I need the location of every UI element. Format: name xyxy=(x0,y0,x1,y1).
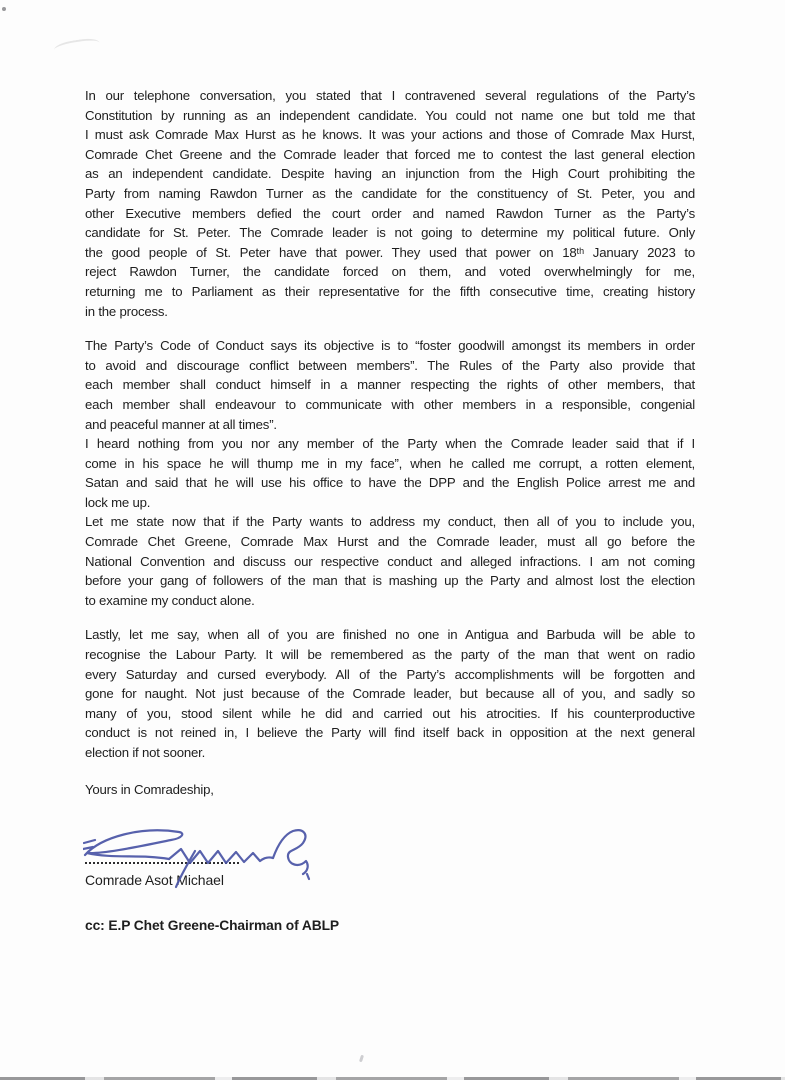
letter-line: each member shall endeavour to communicate with other members in a responsible, congenial xyxy=(85,396,695,412)
letter-paragraph xyxy=(85,512,695,610)
letter-line: I must ask Comrade Max Hurst as he knows. It was your actions and those of Comrade Max Hurst, xyxy=(85,127,695,143)
letter-line: to examine my conduct alone. xyxy=(85,592,255,608)
letter-line: returning me to Parliament as their representative for the fifth consecutive time, creating history xyxy=(85,283,695,299)
signature-scribble-icon xyxy=(83,821,323,893)
letter-line: Comrade Chet Greene and the Comrade leader that forced me to contest the last general election xyxy=(85,146,695,162)
letter-line: Let me state now that if the Party wants to address my conduct, then all of you to include you, xyxy=(85,514,695,530)
letter-line: the good people of St. Peter have that power. They used that power on 18ᵗʰ January 2023 to xyxy=(85,244,695,260)
letter-line: every Saturday and cursed everybody. All of the Party’s accomplishments will be forgotten and xyxy=(85,666,695,682)
letter-line: and peaceful manner at all times”. xyxy=(85,416,277,432)
letter-line: conduct is not reined in, I believe the Party will find itself back in opposition at the next general xyxy=(85,725,695,741)
letter-line: Constitution by running as an independent candidate. You could not name one but told me that xyxy=(85,107,695,123)
letter-line: gone for naught. Not just because of the Comrade leader, but because all of you, and sadly so xyxy=(85,686,695,702)
letter-line: Satan and said that he will use his office to have the DPP and the English Police arrest me and xyxy=(85,475,695,491)
letter-line: other Executive members defied the court order and named Rawdon Turner as the Party’s xyxy=(85,205,695,221)
letter-line: Party from naming Rawdon Turner as the candidate for the constituency of St. Peter, you and xyxy=(85,185,695,201)
letter-line: In our telephone conversation, you stated that I contravened several regulations of the Party’s xyxy=(85,88,695,103)
paragraph-container xyxy=(85,86,695,763)
letter-line: lock me up. xyxy=(85,494,151,510)
letter-line: each member shall conduct himself in a manner respecting the rights of other members, that xyxy=(85,377,695,393)
letter-line: National Convention and discuss our respective conduct and alleged infractions. I am not coming xyxy=(85,553,695,569)
letter-line: many of you, stood silent while he did and carried out his atrocities. If his counterproductive xyxy=(85,705,695,721)
letter-paragraph xyxy=(85,336,695,434)
letter-line: reject Rawdon Turner, the candidate forced on them, and voted overwhelmingly for me, xyxy=(85,264,695,280)
letter-line: recognise the Labour Party. It will be remembered as the party of the man that went on radio xyxy=(85,647,695,663)
scan-artifact-speck xyxy=(359,1055,364,1063)
scan-artifact-squiggle xyxy=(53,36,101,57)
signature-block xyxy=(85,819,695,899)
cc-line: cc: E.P Chet Greene-Chairman of ABLP xyxy=(85,918,340,934)
letter-paragraph xyxy=(85,625,695,762)
letter-line: I heard nothing from you nor any member of the Party when the Comrade leader said that if I xyxy=(85,436,695,452)
letter-line: as an independent candidate. Despite having an injunction from the High Court prohibiting the xyxy=(85,166,695,182)
letter-paragraph xyxy=(85,86,695,321)
letter-line: to avoid and discourage conflict between members”. The Rules of the Party also provide that xyxy=(85,357,695,373)
letter-body xyxy=(85,86,695,936)
letter-paragraph xyxy=(85,434,695,512)
letter-line: come in his space he will thump me in my face”, when he called me corrupt, a rotten element, xyxy=(85,455,695,471)
letter-line: in the process. xyxy=(85,303,168,319)
letter-line: Lastly, let me say, when all of you are finished no one in Antigua and Barbuda will be able to xyxy=(85,627,695,643)
signatory-name: Comrade Asot Michael xyxy=(85,872,224,889)
letter-line: candidate for St. Peter. The Comrade leader is not going to determine my political future. Only xyxy=(85,225,695,241)
letter-line: The Party’s Code of Conduct says its objective is to “foster goodwill amongst its members in order xyxy=(85,338,695,354)
letter-line: election if not sooner. xyxy=(85,745,206,760)
letter-closing: Yours in Comradeship, xyxy=(85,781,214,797)
letter-line: before your gang of followers of the man that is mashing up the Party and almost lost the election xyxy=(85,573,695,589)
letter-line: Comrade Chet Greene, Comrade Max Hurst and the Comrade leader, must all go before the xyxy=(85,534,695,550)
scan-artifact-speck xyxy=(2,7,6,11)
